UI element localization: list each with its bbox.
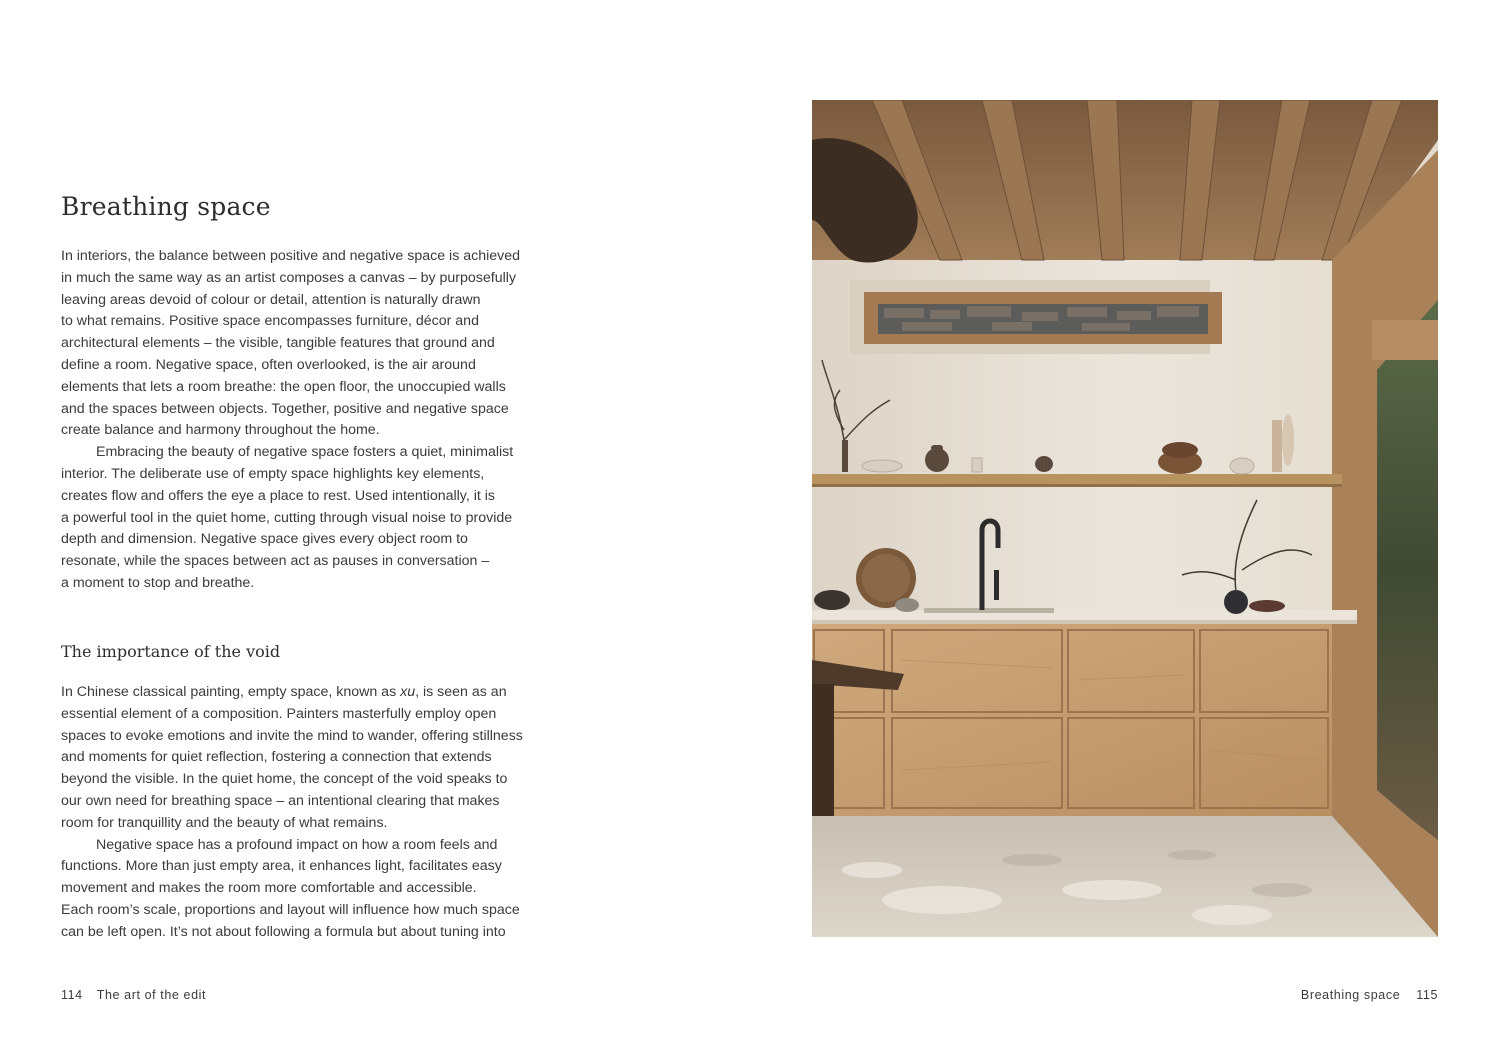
body-line: interior. The deliberate use of empty space highlights key elements, (61, 465, 485, 482)
body-line: Embracing the beauty of negative space fosters a quiet, minimalist (96, 444, 514, 461)
body-line: define a room. Negative space, often overlooked, is the air around (61, 356, 476, 373)
page-number: 115 (1416, 988, 1438, 1002)
body-line: Each room’s scale, proportions and layout will influence how much space (61, 901, 520, 918)
body-line: can be left open. It’s not about following a formula but about tuning into (61, 923, 506, 940)
body-text-block-2 (61, 682, 566, 944)
body-line: resonate, while the spaces between act as pauses in conversation – (61, 553, 490, 570)
body-line: creates flow and offers the eye a place to rest. Used intentionally, it is (61, 487, 495, 504)
body-line: to what remains. Positive space encompasses furniture, décor and (61, 313, 479, 330)
body-line: beyond the visible. In the quiet home, the concept of the void speaks to (61, 771, 508, 788)
page-number: 114 (61, 988, 83, 1002)
body-line: a moment to stop and breathe. (61, 574, 255, 591)
body-line: architectural elements – the visible, tangible features that ground and (61, 335, 495, 352)
body-line: our own need for breathing space – an intentional clearing that makes (61, 792, 500, 809)
emphasis-term: xu (400, 684, 416, 700)
body-line: movement and makes the room more comfortable and accessible. (61, 880, 477, 897)
body-line: depth and dimension. Negative space gives every object room to (61, 531, 468, 548)
body-line: functions. More than just empty area, it enhances light, facilitates easy (61, 858, 502, 875)
body-line: spaces to evoke emotions and invite the mind to wander, offering stillness (61, 727, 523, 744)
body-line (61, 682, 566, 704)
section-heading: Breathing space (61, 192, 271, 221)
body-line: and the spaces between objects. Together, positive and negative space (61, 400, 509, 417)
body-line: room for tranquillity and the beauty of what remains. (61, 814, 388, 831)
right-page (750, 0, 1500, 1041)
body-text: In Chinese classical painting, empty space, known as (61, 684, 401, 700)
kitchen-photo (812, 100, 1438, 937)
body-line: essential element of a composition. Painters masterfully employ open (61, 705, 497, 722)
subheading: The importance of the void (61, 642, 281, 661)
footer-right (1301, 988, 1438, 1002)
body-line: In interiors, the balance between positive and negative space is achieved (61, 248, 521, 264)
body-line: Negative space has a profound impact on how a room feels and (96, 836, 498, 853)
body-text-block-1 (61, 246, 566, 595)
body-line: elements that lets a room breathe: the open floor, the unoccupied walls (61, 378, 506, 395)
body-line: a powerful tool in the quiet home, cutting through visual noise to provide (61, 509, 513, 526)
body-line: and moments for quiet reflection, fostering a connection that extends (61, 749, 492, 766)
body-line: leaving areas devoid of colour or detail, attention is naturally drawn (61, 291, 481, 308)
footer-left (61, 988, 206, 1002)
body-line: create balance and harmony throughout the home. (61, 422, 380, 439)
body-line: in much the same way as an artist composes a canvas – by purposefully (61, 269, 517, 286)
running-footer-title: Breathing space (1300, 988, 1401, 1002)
running-footer-title: The art of the edit (96, 988, 207, 1002)
body-text: , is seen as an (415, 684, 507, 700)
